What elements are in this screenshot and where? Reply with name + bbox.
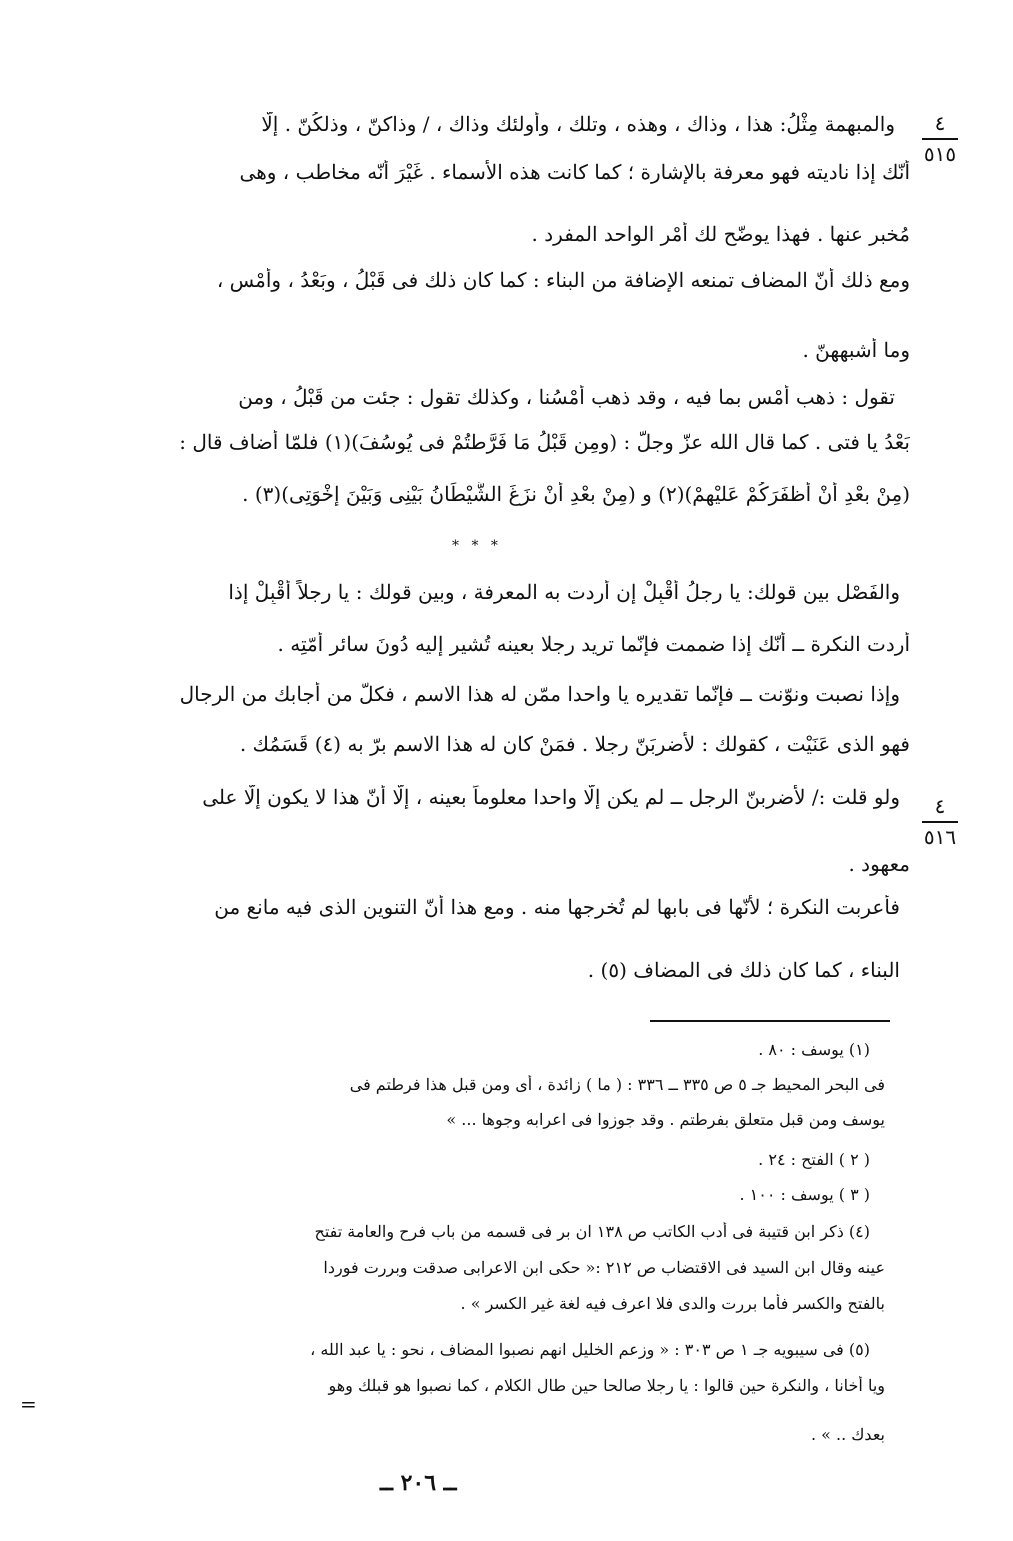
body-line: مُخبر عنها . فهذا يوضّح لك أَمْر الواحد المفرد . [531, 222, 910, 246]
footnote-line: فى البحر المحيط جـ ٥ ص ٣٣٥ ــ ٣٣٦ : ( ما ) زائدة ، أى ومن قبل هذا فرطتم فى [349, 1075, 885, 1094]
footnote-line: ويا أخانا ، والنكرة حين قالوا : يا رجلا صالحا حين طال الكلام ، كما نصبوا هو قبلك وهو [328, 1376, 885, 1395]
margin-ref-rule [922, 821, 958, 823]
body-line: معهود . [848, 852, 910, 876]
body-line: البناء ، كما كان ذلك فى المضاف (٥) . [587, 958, 900, 982]
margin-ref-top: ٤ [934, 111, 946, 135]
margin-ref-516 [916, 795, 964, 849]
footnote-line: (٤) ذكر ابن قتيبة فى أدب الكاتب ص ١٣٨ ان بر فى قسمه من باب فرح والعامة تفتح [314, 1222, 870, 1241]
body-line: وإذا نصبت ونوّنت ــ فإنّما تقديره يا واحدا ممّن له هذا الاسم ، فكلُّ من أجابك من الرجال [179, 682, 900, 706]
body-line: بَعْدُ يا فتى . كما قال الله عزّ وجلّ : (ومِن قَبْلُ مَا فَرَّطتُمْ فى يُوسُفَ)(١) فلمّا أضاف قال : [179, 430, 910, 454]
margin-ref-bottom: ٥١٦ [923, 825, 957, 849]
footnote-line: (١) يوسف : ٨٠ . [758, 1040, 870, 1059]
body-line: أردت النكرة ــ أنّك إذا ضممت فإنّما تريد رجلا بعينه تُشير إليه دُونَ سائر أُمّتِه . [277, 632, 910, 656]
footnote-separator [650, 1020, 890, 1022]
section-separator-stars: * * * [452, 538, 502, 554]
margin-ref-rule [922, 138, 958, 140]
footnote-line: ( ٣ ) يوسف : ١٠٠ . [739, 1185, 870, 1204]
body-line: فأعربت النكرة ؛ لأنّها فى بابها لم تُخرجها منه . ومع هذا أنّ التنوين الذى فيه مانع من [214, 895, 900, 919]
body-line: فهو الذى عَنَيْت ، كقولك : لأَضربَنّ رجلا . فمَنْ كان له هذا الاسم برّ به (٤) قَسَمُك . [239, 732, 910, 756]
body-line: وما أشبههنّ . [802, 338, 910, 362]
margin-ref-bottom: ٥١٥ [923, 142, 957, 166]
body-line: تقول : ذهب أَمْسِ بما فيه ، وقد ذهب أَمْسُنا ، وكذلك تقول : جئت من قَبْلُ ، ومن [238, 385, 895, 409]
footnote-line: يوسف ومن قبل متعلق بفرطتم . وقد جوزوا فى اعرابه وجوها ... » [446, 1110, 885, 1129]
body-line: والمبهمة مِثْلُ: هذا ، وذاك ، وهذه ، وتلك ، وأُولئك وذاك ، / وذاكنّ ، وذلكُنّ . إلّا [261, 112, 895, 136]
body-line: (مِنْ بعْدِ أَنْ أظفَرَكُمْ عَليْهِمْ)(٢) و (مِنْ بعْدِ أَنْ نزَغَ الشَّيْطَانُ بَيْنِى وَبَيْنَ إِخْوَتِى)(٣) . [242, 482, 910, 506]
footnote-line: بعدك .. » . [810, 1425, 885, 1444]
margin-ref-top: ٤ [934, 794, 946, 818]
footnote-line: (٥) فى سيبويه جـ ١ ص ٣٠٣ : « وزعم الخليل انهم نصبوا المضاف ، نحو : يا عبد الله ، [310, 1340, 870, 1359]
edge-mark: = [20, 1392, 37, 1416]
page-number: ــ ٢٠٦ ــ [380, 1470, 457, 1496]
body-line: أنّك إذا ناديته فهو معرفة بالإشارة ؛ كما كانت هذه الأسماء . غَيْرَ أنّه مخاطب ، وهى [239, 160, 910, 184]
footnote-line: عينه وقال ابن السيد فى الاقتضاب ص ٢١٢ :« حكى ابن الاعرابى صدقت وبررت فوردا [323, 1258, 885, 1277]
margin-ref-515 [916, 112, 964, 166]
body-line: والفَصْل بين قولك: يا رجلُ أقْبِلْ إن أردت به المعرفة ، وبين قولك : يا رجلاً أقْبِلْ إذا [228, 580, 900, 604]
footnote-line: بالفتح والكسر فأما بررت والدى فلا اعرف فيه لغة غير الكسر » . [460, 1294, 885, 1313]
footnote-line: ( ٢ ) الفتح : ٢٤ . [758, 1150, 870, 1169]
body-line: ولو قلت :/ لأضربنّ الرجل ــ لم يكن إلّا واحدا معلوماً بعينه ، إلّا أنّ هذا لا يكون إلّا على [202, 785, 900, 809]
body-line: ومع ذلك أنّ المضاف تمنعه الإضافة من البناء : كما كان ذلك فى قَبْلُ ، وبَعْدُ ، وأَمْسِ ، [216, 268, 910, 292]
